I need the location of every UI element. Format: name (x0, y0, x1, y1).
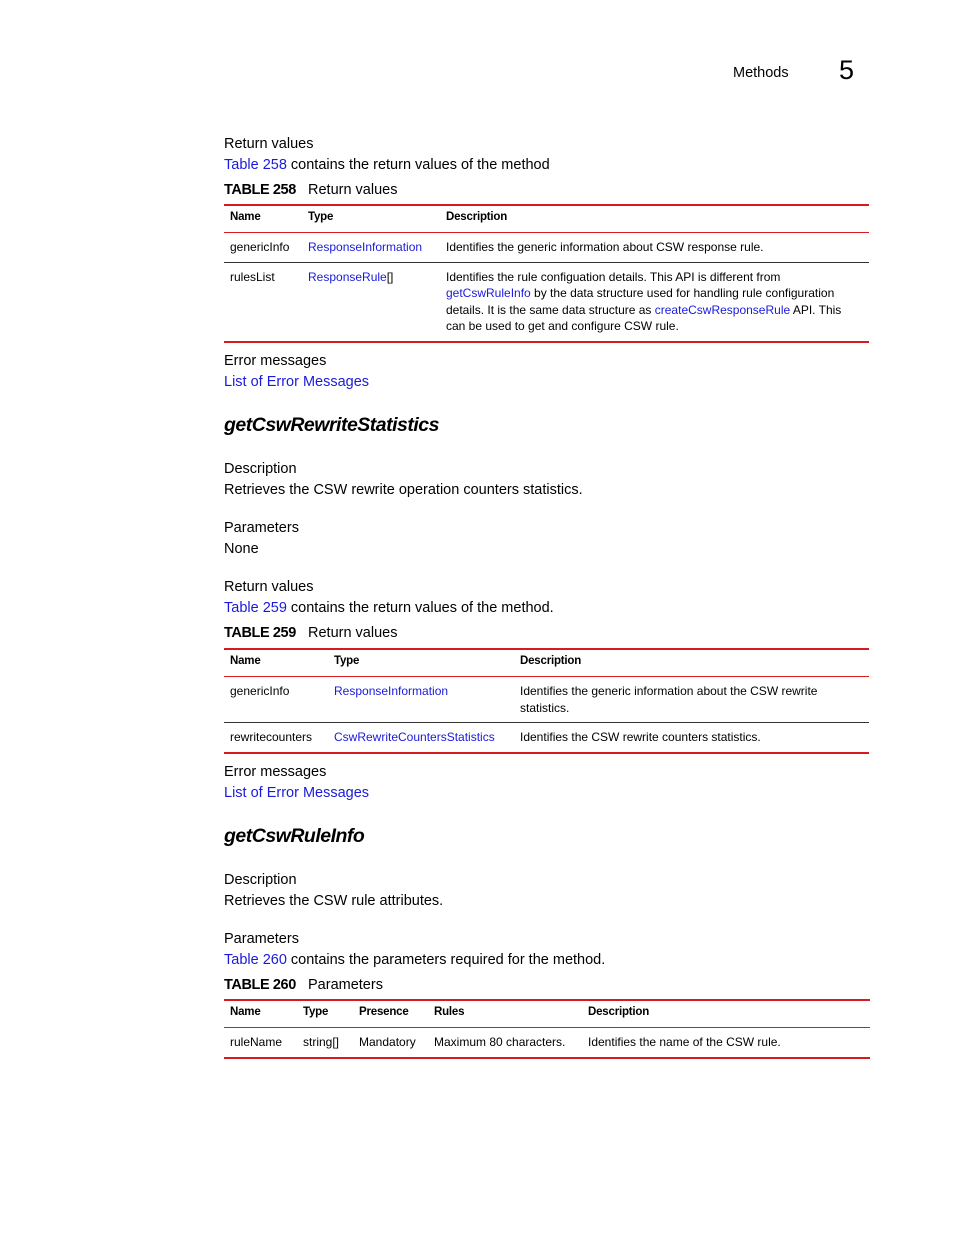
column-header: Description (514, 649, 869, 677)
table-row (224, 262, 869, 342)
parameters-text: Table 260 contains the parameters required for the method. (224, 952, 606, 968)
column-header: Type (302, 205, 440, 233)
table-259 (224, 648, 869, 754)
column-header: Type (328, 649, 514, 677)
description-text: Retrieves the CSW rewrite operation counters statistics. (224, 482, 583, 498)
cell-name: genericInfo (230, 240, 290, 254)
cell-description: Identifies the CSW rewrite counters statistics. (514, 723, 869, 753)
method-title: getCswRuleInfo (224, 825, 365, 847)
table-260-link[interactable]: Table 260 (224, 952, 287, 968)
column-header: Name (224, 649, 328, 677)
createcswresponserule-link[interactable]: createCswResponseRule (654, 302, 791, 317)
table-260 (224, 999, 870, 1059)
column-header: Rules (428, 1000, 582, 1028)
table-row (224, 723, 869, 753)
return-values-text: Table 259 contains the return values of the method. (224, 600, 554, 616)
table-row (224, 233, 869, 263)
return-values-text: Table 258 contains the return values of the method (224, 157, 550, 173)
cell-description: Identifies the rule configuation details. This API is different from getCswRuleInfo by the data structure used for handling rule configuration details. It is the same data structure as createCswResponseRule API. This can be used to get and configure CSW rule. (440, 262, 869, 342)
type-link[interactable]: ResponseRule (308, 269, 387, 284)
table-label: TABLE 258 (224, 182, 296, 198)
error-messages-link[interactable]: List of Error Messages (224, 374, 370, 390)
parameters-text: None (224, 541, 259, 557)
error-messages-link[interactable]: List of Error Messages (224, 785, 370, 801)
method-title: getCswRewriteStatistics (224, 414, 439, 436)
type-link[interactable]: ResponseInformation (308, 240, 423, 254)
table-header-row (224, 205, 869, 233)
table-label: TABLE 260 (224, 977, 296, 993)
table-row (224, 1028, 870, 1058)
column-header: Type (297, 1000, 353, 1028)
cell-name: genericInfo (230, 684, 290, 698)
type-link[interactable]: ResponseInformation (334, 684, 449, 698)
column-header: Name (224, 1000, 297, 1028)
column-header: Description (440, 205, 869, 233)
cell-type: ResponseRule[] (302, 262, 440, 342)
cell-presence: Mandatory (359, 1035, 416, 1049)
cell-type (328, 677, 514, 723)
cell-description: Identifies the generic information about CSW response rule. (446, 240, 764, 254)
parameters-heading: Parameters (224, 520, 299, 536)
description-heading: Description (224, 461, 297, 477)
cell-description: Identifies the generic information about the CSW rewrite statistics. (520, 684, 818, 715)
cell-name: rulesList (224, 262, 302, 342)
cell-rules: Maximum 80 characters. (434, 1035, 566, 1049)
return-values-heading: Return values (224, 136, 314, 152)
table-header-row (224, 649, 869, 677)
table-header-row (224, 1000, 870, 1028)
cell-name: rewritecounters (224, 723, 328, 753)
table-title: Parameters (308, 977, 383, 993)
error-messages-heading: Error messages (224, 764, 327, 780)
table-258-caption (224, 182, 397, 198)
cell-type: string[] (303, 1035, 340, 1049)
return-values-heading: Return values (224, 579, 314, 595)
type-link[interactable]: CswRewriteCountersStatistics (334, 730, 495, 744)
table-260-caption (224, 977, 383, 993)
getcswruleinfo-link[interactable]: getCswRuleInfo (446, 286, 531, 300)
chapter-number: 5 (839, 55, 855, 85)
description-text: Retrieves the CSW rule attributes. (224, 893, 444, 909)
table-row (224, 677, 869, 723)
parameters-heading: Parameters (224, 931, 299, 947)
table-259-link[interactable]: Table 259 (224, 600, 287, 616)
running-header-section: Methods (733, 65, 789, 81)
table-label: TABLE 259 (224, 625, 296, 641)
table-258-link[interactable]: Table 258 (224, 157, 287, 173)
cell-description: Identifies the name of the CSW rule. (588, 1035, 781, 1049)
description-heading: Description (224, 872, 297, 888)
column-header: Description (582, 1000, 870, 1028)
table-title: Return values (308, 625, 398, 641)
table-258 (224, 204, 869, 343)
cell-type (328, 723, 514, 753)
cell-name: ruleName (230, 1035, 283, 1049)
error-messages-heading: Error messages (224, 353, 327, 369)
column-header: Presence (353, 1000, 428, 1028)
cell-type (302, 233, 440, 263)
column-header: Name (224, 205, 302, 233)
table-259-caption (224, 625, 397, 641)
table-title: Return values (308, 182, 398, 198)
